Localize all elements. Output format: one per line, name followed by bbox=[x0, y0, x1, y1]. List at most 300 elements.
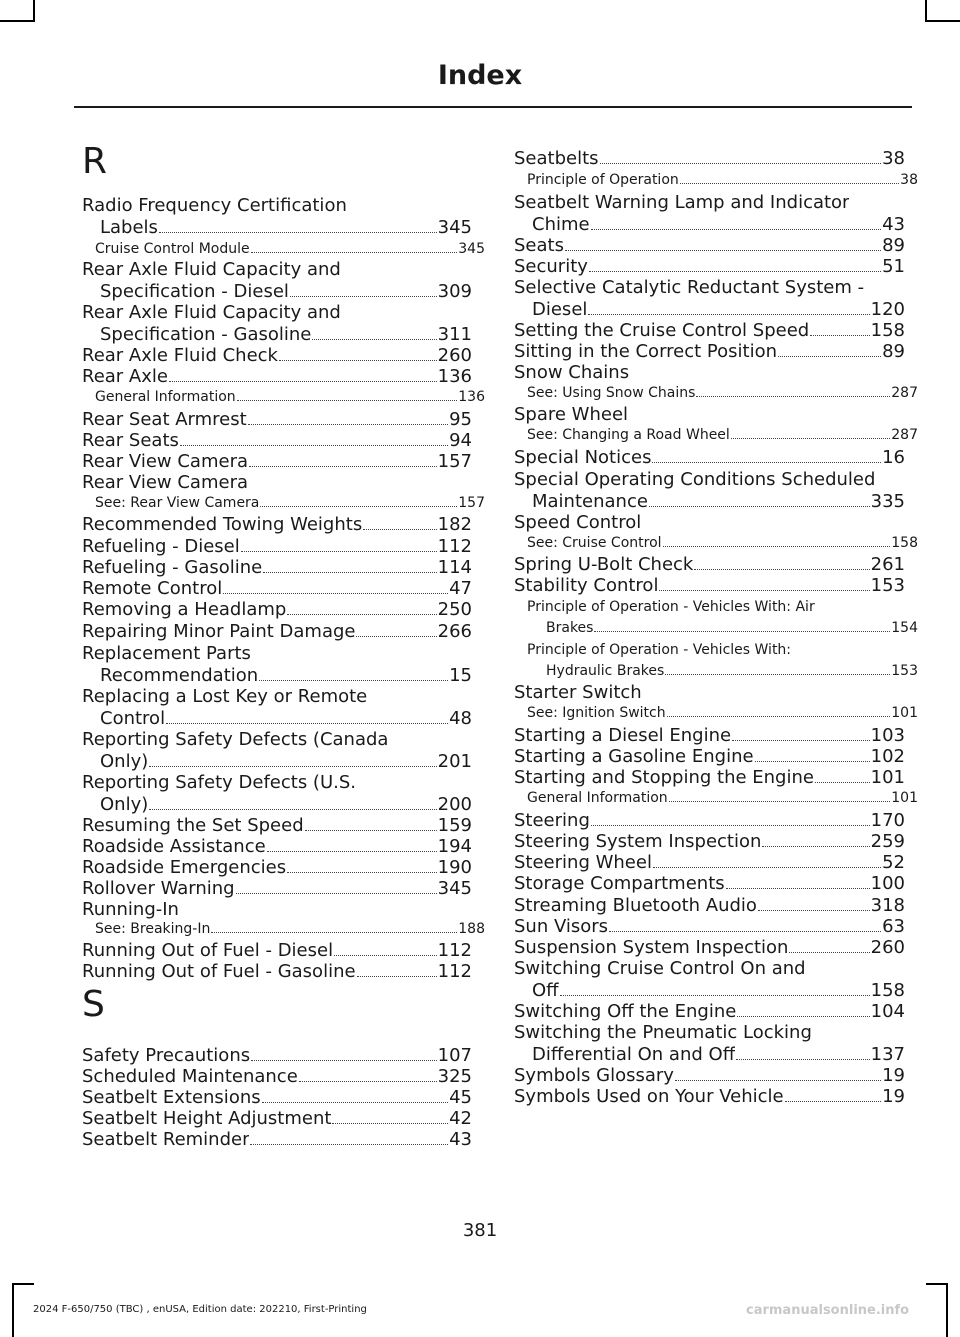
dot-leader bbox=[356, 636, 436, 637]
entry-text: Rear Axle Fluid Capacity and bbox=[82, 302, 341, 323]
dot-leader bbox=[211, 932, 457, 933]
entry-text: Switching Cruise Control On and bbox=[514, 958, 806, 979]
dot-leader bbox=[251, 252, 458, 253]
page-ref: 261 bbox=[870, 554, 905, 575]
page-ref: 100 bbox=[870, 873, 905, 894]
page-ref: 63 bbox=[882, 916, 905, 937]
page-ref: 158 bbox=[891, 535, 918, 551]
page-ref: 201 bbox=[437, 750, 472, 772]
dot-leader bbox=[694, 569, 869, 570]
index-entry bbox=[514, 725, 905, 747]
index-entry bbox=[514, 192, 905, 235]
dot-leader bbox=[299, 1081, 437, 1082]
dot-leader bbox=[357, 976, 437, 977]
index-entry bbox=[82, 961, 472, 983]
dot-leader bbox=[737, 1016, 869, 1017]
entry-text: Repairing Minor Paint Damage bbox=[82, 621, 356, 642]
dot-leader bbox=[149, 766, 436, 767]
index-entry bbox=[514, 235, 905, 257]
dot-leader bbox=[736, 1059, 870, 1060]
entry-text: Starting and Stopping the Engine bbox=[514, 767, 814, 788]
index-entry bbox=[514, 320, 905, 342]
entry-text: Cruise Control Module bbox=[95, 241, 250, 257]
entry-text: Rear Axle Fluid Check bbox=[82, 345, 278, 366]
dot-leader bbox=[789, 952, 869, 953]
dot-leader bbox=[180, 445, 448, 446]
dot-leader bbox=[241, 551, 437, 552]
entry-text: Seatbelts bbox=[514, 148, 599, 169]
page-ref: 16 bbox=[882, 447, 905, 468]
entry-text: Steering System Inspection bbox=[514, 831, 762, 852]
entry-text: Chime bbox=[532, 213, 590, 235]
index-entry bbox=[82, 1045, 472, 1067]
page-ref: 250 bbox=[437, 599, 472, 620]
index-entry bbox=[82, 1108, 472, 1130]
entry-text: Specification - Gasoline bbox=[100, 323, 312, 345]
entry-text: Hydraulic Brakes bbox=[546, 663, 665, 679]
dot-leader bbox=[267, 851, 437, 852]
entry-text: Starting a Gasoline Engine bbox=[514, 746, 754, 767]
entry-text: Switching Off the Engine bbox=[514, 1001, 737, 1022]
index-entry bbox=[514, 148, 905, 170]
dot-leader bbox=[237, 400, 458, 401]
entry-text: Suspension System Inspection bbox=[514, 937, 789, 958]
index-entry bbox=[82, 472, 472, 494]
index-entry bbox=[514, 554, 905, 576]
index-entry bbox=[82, 836, 472, 858]
page-ref: 170 bbox=[870, 810, 905, 831]
page-ref: 309 bbox=[437, 280, 472, 302]
dot-leader bbox=[223, 593, 448, 594]
page-ref: 182 bbox=[437, 514, 472, 535]
index-entry bbox=[82, 599, 472, 621]
entry-text: Running Out of Fuel - Diesel bbox=[82, 940, 334, 961]
dot-leader bbox=[675, 1080, 881, 1081]
index-entry bbox=[82, 536, 472, 558]
page-ref: 200 bbox=[437, 793, 472, 815]
page-ref: 154 bbox=[891, 620, 918, 636]
dot-leader bbox=[287, 614, 436, 615]
index-subentry bbox=[82, 493, 485, 514]
entry-text: Roadside Assistance bbox=[82, 836, 266, 857]
dot-leader bbox=[262, 1102, 448, 1103]
dot-leader bbox=[665, 674, 890, 675]
entry-text: Brakes bbox=[546, 620, 594, 636]
dot-leader bbox=[762, 846, 869, 847]
dot-leader bbox=[249, 466, 437, 467]
dot-leader bbox=[334, 955, 437, 956]
page-ref: 318 bbox=[870, 895, 905, 916]
dot-leader bbox=[332, 1123, 448, 1124]
entry-text: Principle of Operation - Vehicles With: bbox=[527, 642, 792, 658]
page-ref: 153 bbox=[870, 575, 905, 596]
dot-leader bbox=[589, 271, 881, 272]
dot-leader bbox=[591, 825, 870, 826]
entry-text: See: Ignition Switch bbox=[527, 705, 666, 721]
dot-leader bbox=[287, 872, 437, 873]
page-ref: 188 bbox=[458, 921, 485, 937]
index-entry bbox=[514, 404, 905, 426]
entry-text: Sun Visors bbox=[514, 916, 609, 937]
index-entry bbox=[514, 958, 905, 1001]
page-ref: 158 bbox=[870, 979, 905, 1001]
page-ref: 287 bbox=[891, 427, 918, 443]
entry-text: Seatbelt Extensions bbox=[82, 1087, 261, 1108]
index-subentry bbox=[82, 239, 485, 260]
entry-text: Setting the Cruise Control Speed bbox=[514, 320, 810, 341]
page-ref: 47 bbox=[449, 578, 472, 599]
index-entry bbox=[82, 409, 472, 431]
index-subentry bbox=[82, 387, 485, 408]
entry-text: Running Out of Fuel - Gasoline bbox=[82, 961, 356, 982]
dot-leader bbox=[663, 546, 891, 547]
dot-leader bbox=[758, 910, 870, 911]
page-ref: 157 bbox=[458, 495, 485, 511]
page-ref: 94 bbox=[449, 430, 472, 451]
dot-leader bbox=[250, 1144, 448, 1145]
entry-text: Only) bbox=[100, 750, 149, 772]
page-ref: 52 bbox=[882, 852, 905, 873]
dot-leader bbox=[312, 339, 436, 340]
dot-leader bbox=[149, 809, 436, 810]
dot-leader bbox=[236, 893, 437, 894]
entry-text: Replacing a Lost Key or Remote bbox=[82, 686, 368, 707]
index-entry bbox=[82, 940, 472, 962]
index-subentry bbox=[514, 383, 918, 404]
index-entry bbox=[82, 578, 472, 600]
index-entry bbox=[82, 729, 472, 772]
dot-leader bbox=[731, 438, 890, 439]
index-entry bbox=[82, 302, 472, 345]
index-entry bbox=[82, 1087, 472, 1109]
page-ref: 42 bbox=[449, 1108, 472, 1129]
entry-text: Remote Control bbox=[82, 578, 223, 599]
entry-text: See: Breaking-In bbox=[95, 921, 211, 937]
dot-leader bbox=[667, 716, 891, 717]
page-ref: 19 bbox=[882, 1065, 905, 1086]
dot-leader bbox=[669, 801, 891, 802]
page-ref: 345 bbox=[458, 241, 485, 257]
page-ref: 136 bbox=[437, 366, 472, 387]
entry-text: Storage Compartments bbox=[514, 873, 725, 894]
dot-leader bbox=[588, 314, 869, 315]
dot-leader bbox=[755, 761, 870, 762]
page-ref: 112 bbox=[437, 536, 472, 557]
dot-leader bbox=[785, 1101, 882, 1102]
entry-text: Rollover Warning bbox=[82, 878, 235, 899]
index-subentry bbox=[514, 425, 918, 446]
entry-text: Diesel bbox=[532, 298, 588, 320]
dot-leader bbox=[653, 867, 881, 868]
index-subentry bbox=[514, 703, 918, 724]
entry-text: Differential On and Off bbox=[532, 1043, 736, 1065]
index-entry bbox=[82, 621, 472, 643]
page-ref: 311 bbox=[437, 323, 472, 345]
page-ref: 136 bbox=[458, 389, 485, 405]
page-ref: 158 bbox=[870, 320, 905, 341]
entry-text: Only) bbox=[100, 793, 149, 815]
entry-text: Reporting Safety Defects (U.S. bbox=[82, 772, 356, 793]
entry-text: Seatbelt Reminder bbox=[82, 1129, 250, 1150]
page-ref: 19 bbox=[882, 1086, 905, 1107]
page-ref: 112 bbox=[437, 940, 472, 961]
entry-text: Running-In bbox=[82, 899, 179, 920]
page-ref: 190 bbox=[437, 857, 472, 878]
entry-text: Symbols Used on Your Vehicle bbox=[514, 1086, 784, 1107]
entry-text: Refueling - Diesel bbox=[82, 536, 240, 557]
index-entry bbox=[514, 831, 905, 853]
entry-text: Reporting Safety Defects (Canada bbox=[82, 729, 389, 750]
dot-leader bbox=[259, 680, 448, 681]
section-letter: R bbox=[82, 141, 108, 182]
entry-text: Steering bbox=[514, 810, 590, 831]
entry-text: General Information bbox=[95, 389, 236, 405]
crop-mark bbox=[925, 20, 960, 22]
index-entry bbox=[82, 899, 472, 921]
entry-text: See: Using Snow Chains bbox=[527, 385, 696, 401]
page-ref: 345 bbox=[437, 878, 472, 899]
entry-text: Recommendation bbox=[100, 664, 259, 686]
dot-leader bbox=[159, 232, 437, 233]
header-divider bbox=[74, 106, 912, 108]
entry-text: Maintenance bbox=[532, 490, 648, 512]
index-subentry bbox=[514, 788, 918, 809]
index-entry bbox=[82, 366, 472, 388]
entry-text: Seats bbox=[514, 235, 564, 256]
index-entry bbox=[514, 746, 905, 768]
index-entry bbox=[514, 341, 905, 363]
dot-leader bbox=[169, 381, 437, 382]
page-ref: 260 bbox=[870, 937, 905, 958]
page-ref: 157 bbox=[437, 451, 472, 472]
page-ref: 48 bbox=[449, 707, 472, 729]
page-ref: 345 bbox=[437, 216, 472, 238]
entry-text: Rear Axle Fluid Capacity and bbox=[82, 259, 341, 280]
entry-text: Rear Seat Armrest bbox=[82, 409, 247, 430]
page-ref: 89 bbox=[882, 235, 905, 256]
page-ref: 43 bbox=[882, 213, 905, 235]
entry-text: Resuming the Set Speed bbox=[82, 815, 304, 836]
entry-text: Stability Control bbox=[514, 575, 659, 596]
page-ref: 137 bbox=[870, 1043, 905, 1065]
footer-edition-info: 2024 F-650/750 (TBC) , enUSA, Edition date: 202210, First-Printing bbox=[33, 1304, 367, 1315]
entry-text: Principle of Operation - Vehicles With: Air bbox=[527, 599, 815, 615]
entry-text: Specification - Diesel bbox=[100, 280, 289, 302]
entry-text: Rear View Camera bbox=[82, 472, 248, 493]
entry-text: See: Changing a Road Wheel bbox=[527, 427, 730, 443]
entry-text: Labels bbox=[100, 216, 158, 238]
page-number: 381 bbox=[462, 1220, 498, 1241]
entry-text: Sitting in the Correct Position bbox=[514, 341, 777, 362]
page-ref: 101 bbox=[891, 705, 918, 721]
page-ref: 266 bbox=[437, 621, 472, 642]
page-ref: 159 bbox=[437, 815, 472, 836]
entry-text: Seatbelt Warning Lamp and Indicator bbox=[514, 192, 850, 213]
entry-text: Rear View Camera bbox=[82, 451, 248, 472]
entry-text: Refueling - Gasoline bbox=[82, 557, 263, 578]
dot-leader bbox=[652, 462, 881, 463]
page-ref: 335 bbox=[870, 490, 905, 512]
entry-text: Steering Wheel bbox=[514, 852, 652, 873]
index-entry bbox=[82, 345, 472, 367]
entry-text: Rear Axle bbox=[82, 366, 168, 387]
index-entry bbox=[514, 810, 905, 832]
entry-text: Seatbelt Height Adjustment bbox=[82, 1108, 332, 1129]
dot-leader bbox=[659, 590, 869, 591]
entry-text: Symbols Glossary bbox=[514, 1065, 674, 1086]
crop-mark bbox=[925, 0, 927, 22]
index-entry bbox=[514, 682, 905, 704]
index-entry bbox=[82, 514, 472, 536]
index-entry bbox=[514, 277, 905, 320]
index-entry bbox=[514, 916, 905, 938]
entry-text: Special Operating Conditions Scheduled bbox=[514, 469, 876, 490]
dot-leader bbox=[248, 424, 448, 425]
dot-leader bbox=[726, 888, 870, 889]
entry-text: Snow Chains bbox=[514, 362, 630, 383]
page-ref: 38 bbox=[882, 148, 905, 169]
index-entry bbox=[82, 259, 472, 302]
page-ref: 101 bbox=[891, 790, 918, 806]
crop-mark bbox=[12, 1283, 34, 1285]
page-ref: 107 bbox=[437, 1045, 472, 1066]
page-ref: 104 bbox=[870, 1001, 905, 1022]
page-ref: 325 bbox=[437, 1066, 472, 1087]
index-entry bbox=[82, 643, 472, 686]
entry-text: Rear Seats bbox=[82, 430, 179, 451]
dot-leader bbox=[778, 356, 881, 357]
page-ref: 114 bbox=[437, 557, 472, 578]
crop-mark bbox=[926, 1283, 948, 1285]
page-ref: 287 bbox=[891, 385, 918, 401]
entry-text: Replacement Parts bbox=[82, 643, 251, 664]
entry-text: General Information bbox=[527, 790, 668, 806]
dot-leader bbox=[305, 830, 437, 831]
index-entry bbox=[514, 1022, 905, 1065]
crop-mark bbox=[946, 1283, 948, 1337]
page-ref: 95 bbox=[449, 409, 472, 430]
page-ref: 102 bbox=[870, 746, 905, 767]
index-entry bbox=[514, 512, 905, 534]
index-entry bbox=[514, 1001, 905, 1023]
page-ref: 194 bbox=[437, 836, 472, 857]
dot-leader bbox=[810, 335, 869, 336]
page-title: Index bbox=[437, 60, 523, 91]
index-subentry bbox=[514, 170, 918, 191]
crop-mark bbox=[33, 0, 35, 22]
index-entry bbox=[514, 937, 905, 959]
index-entry bbox=[82, 772, 472, 815]
entry-text: Principle of Operation bbox=[527, 172, 679, 188]
dot-leader bbox=[815, 782, 870, 783]
page-ref: 51 bbox=[882, 256, 905, 277]
index-entry bbox=[514, 1086, 905, 1108]
index-entry bbox=[82, 686, 472, 729]
dot-leader bbox=[260, 506, 457, 507]
entry-text: Streaming Bluetooth Audio bbox=[514, 895, 757, 916]
entry-text: Switching the Pneumatic Locking bbox=[514, 1022, 812, 1043]
entry-text: Recommended Towing Weights bbox=[82, 514, 363, 535]
page-ref: 103 bbox=[870, 725, 905, 746]
index-entry bbox=[82, 1066, 472, 1088]
index-entry bbox=[514, 852, 905, 874]
index-entry bbox=[82, 1129, 472, 1151]
index-entry bbox=[82, 815, 472, 837]
index-entry bbox=[514, 575, 905, 597]
page-ref: 120 bbox=[870, 298, 905, 320]
page-ref: 259 bbox=[870, 831, 905, 852]
dot-leader bbox=[279, 360, 437, 361]
dot-leader bbox=[363, 529, 436, 530]
entry-text: Off bbox=[532, 979, 559, 1001]
entry-text: Control bbox=[100, 707, 166, 729]
index-subentry bbox=[514, 533, 918, 554]
entry-text: Selective Catalytic Reductant System - bbox=[514, 277, 865, 298]
crop-mark bbox=[0, 20, 35, 22]
index-entry bbox=[514, 447, 905, 469]
index-entry bbox=[514, 767, 905, 789]
entry-text: Security bbox=[514, 256, 588, 277]
dot-leader bbox=[565, 250, 881, 251]
index-subentry bbox=[82, 919, 485, 940]
entry-text: Safety Precautions bbox=[82, 1045, 251, 1066]
dot-leader bbox=[251, 1060, 437, 1061]
index-entry bbox=[82, 430, 472, 452]
index-subentry bbox=[514, 597, 918, 639]
index-entry bbox=[82, 857, 472, 879]
watermark: carmanualsonline.info bbox=[746, 1303, 910, 1318]
index-entry bbox=[82, 451, 472, 473]
page-ref: 260 bbox=[437, 345, 472, 366]
index-subentry bbox=[514, 640, 918, 682]
dot-leader bbox=[649, 506, 870, 507]
index-entry bbox=[82, 195, 472, 238]
index-entry bbox=[514, 362, 905, 384]
index-entry bbox=[514, 895, 905, 917]
index-entry bbox=[82, 557, 472, 579]
dot-leader bbox=[696, 396, 890, 397]
index-entry bbox=[82, 878, 472, 900]
dot-leader bbox=[600, 163, 882, 164]
dot-leader bbox=[591, 229, 882, 230]
index-entry bbox=[514, 469, 905, 512]
dot-leader bbox=[609, 931, 881, 932]
dot-leader bbox=[263, 572, 436, 573]
page-ref: 112 bbox=[437, 961, 472, 982]
entry-text: Speed Control bbox=[514, 512, 642, 533]
dot-leader bbox=[680, 183, 899, 184]
entry-text: Starting a Diesel Engine bbox=[514, 725, 732, 746]
page-ref: 43 bbox=[449, 1129, 472, 1150]
entry-text: Spare Wheel bbox=[514, 404, 629, 425]
entry-text: Starter Switch bbox=[514, 682, 642, 703]
entry-text: See: Rear View Camera bbox=[95, 495, 260, 511]
dot-leader bbox=[594, 631, 890, 632]
page-ref: 15 bbox=[449, 664, 472, 686]
entry-text: See: Cruise Control bbox=[527, 535, 662, 551]
page-ref: 101 bbox=[870, 767, 905, 788]
dot-leader bbox=[166, 723, 448, 724]
page-ref: 153 bbox=[891, 663, 918, 679]
dot-leader bbox=[732, 740, 870, 741]
index-entry bbox=[514, 873, 905, 895]
entry-text: Special Notices bbox=[514, 447, 652, 468]
entry-text: Removing a Headlamp bbox=[82, 599, 287, 620]
section-letter: S bbox=[82, 984, 105, 1025]
index-entry bbox=[514, 1065, 905, 1087]
dot-leader bbox=[290, 296, 437, 297]
crop-mark bbox=[12, 1283, 14, 1337]
